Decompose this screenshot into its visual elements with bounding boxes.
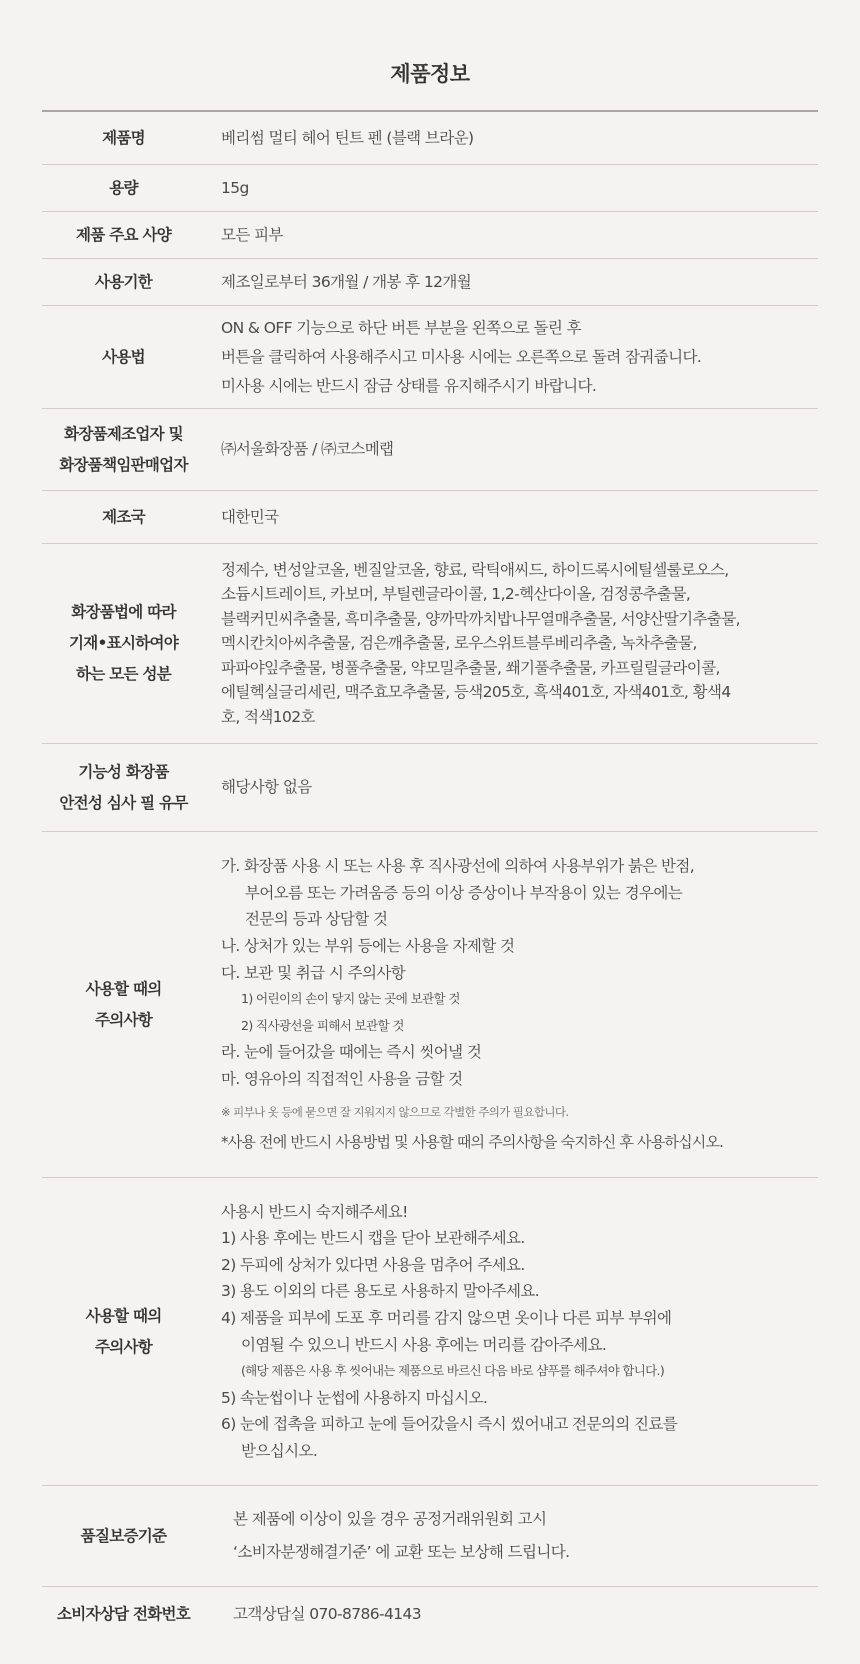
label-maker [42,409,205,490]
row-caution-1 [42,832,818,1178]
label-quality: 품질보증기준 [80,1526,167,1545]
expiry-text: 제조일로부터 36개월 / 개봉 후 12개월 [221,272,472,291]
caution2-line: (해당 제품은 사용 후 씻어내는 제품으로 바르신 다음 바로 샴푸를 해주셔야 합니다.) [241,1363,665,1379]
usage-line: 버튼을 클릭하여 사용해주시고 미사용 시에는 오른쪽으로 돌려 잠궈줍니다. [221,347,702,366]
page-title: 제품정보 [390,62,470,86]
row-caution-2 [42,1178,818,1486]
product-info-table [42,110,818,1641]
label-functional-line: 안전성 심사 필 유무 [59,793,188,812]
label-caution-line: 주의사항 [94,1337,153,1356]
caution2-line: 6) 눈에 접촉을 피하고 눈에 들어갔을시 즉시 씼어내고 전문의의 진료를 [221,1415,678,1434]
value-expiry [205,259,818,305]
row-consumer [42,1587,818,1641]
label-caution-2 [42,1178,205,1485]
value-spec [205,212,818,258]
ingredients-line: 멕시칸치아씨추출물, 검은깨추출물, 로우스위트블루베리추출, 녹차추출물, [221,634,697,653]
label-maker-line: 화장품책임판매업자 [59,455,188,474]
caution2-line: 1) 사용 후에는 반드시 캡을 닫아 보관해주세요. [221,1229,525,1248]
spec-text: 모든 피부 [221,225,283,244]
ingredients-line: 정제수, 변성알코올, 벤질알코올, 향료, 락틱애씨드, 하이드록시에틸셀룰로오스, [221,560,729,579]
row-maker [42,409,818,491]
label-product-name: 제품명 [102,128,145,147]
value-capacity [205,165,818,211]
quality-line: ‘소비자분쟁해결기준’ 에 교환 또는 보상해 드립니다. [233,1543,570,1561]
usage-line: 미사용 시에는 반드시 잠금 상태를 유지해주시기 바랍니다. [221,376,597,395]
caution-line: 1) 어린이의 손이 닿지 않는 곳에 보관할 것 [241,991,460,1007]
label-caution-line: 사용할 때의 [85,979,162,998]
row-ingredients [42,544,818,744]
caution-line: 라. 눈에 들어갔을 때에는 즉시 씻어낼 것 [221,1043,482,1062]
value-functional [205,744,818,831]
caution2-line: 4) 제품을 피부에 도포 후 머리를 감지 않으면 옷이나 다른 피부 부위에 [221,1308,672,1327]
row-expiry [42,259,818,306]
row-spec [42,212,818,259]
row-capacity [42,165,818,212]
value-usage [205,306,818,408]
label-ingredients [42,544,205,743]
functional-text: 해당사항 없음 [221,778,312,796]
product-name-text: 베리썸 멀티 헤어 틴트 펜 (블랙 브라운) [221,128,474,147]
caution-line: 부어오름 또는 가려움증 등의 이상 증상이나 부작용이 있는 경우에는 [245,883,683,902]
ingredients-line: 소듐시트레이트, 카보머, 부틸렌글라이콜, 1,2-헥산다이올, 검정콩추출물, [221,585,691,604]
caution2-line: 사용시 반드시 숙지해주세요! [221,1202,408,1221]
value-caution-2 [205,1178,818,1485]
caution2-line: 2) 두피에 상처가 있다면 사용을 멈추어 주세요. [221,1255,525,1274]
usage-line: ON & OFF 기능으로 하단 버튼 부분을 왼쪽으로 돌린 후 [221,318,581,337]
ingredients-line: 파파야잎추출물, 병풀추출물, 약모밀추출물, 쐐기풀추출물, 카프릴릴글라이콜, [221,658,720,677]
value-origin [205,491,818,543]
label-ingredients-line: 하는 모든 성분 [75,665,172,683]
maker-text: ㈜서울화장품 / ㈜코스메랩 [221,440,394,458]
ingredients-line: 블랙커민씨추출물, 흑미추출물, 양까막까치밥나무열매추출물, 서양산딸기추출물, [221,609,740,628]
caution2-line: 이염될 수 있으니 반드시 사용 후에는 머리를 감아주세요. [241,1335,607,1354]
caution-line: 2) 직사광선을 피해서 보관할 것 [241,1017,404,1033]
row-product-name [42,112,818,165]
caution-note: *사용 전에 반드시 사용방법 및 사용할 때의 주의사항을 숙지하신 후 사용하십시오. [221,1133,724,1152]
value-caution-1 [205,832,818,1177]
label-ingredients-line: 화장품법에 따라 [71,603,176,621]
label-origin: 제조국 [102,507,145,526]
value-consumer [205,1587,818,1641]
row-origin [42,491,818,544]
value-product-name [205,112,818,164]
label-caution-1 [42,832,205,1177]
row-usage [42,306,818,409]
label-functional [42,744,205,831]
value-maker [205,409,818,490]
value-ingredients [205,544,818,743]
row-quality [42,1486,818,1587]
caution2-line: 5) 속눈썹이나 눈썹에 사용하지 마십시오. [221,1388,488,1407]
consumer-text: 고객상담실 070-8786-4143 [233,1604,422,1623]
label-capacity: 용량 [109,178,138,197]
label-usage: 사용법 [102,347,145,366]
caution-line: 다. 보관 및 취급 시 주의사항 [221,963,406,982]
value-quality [205,1486,818,1586]
caution-line: 마. 영유아의 직접적인 사용을 금할 것 [221,1069,463,1088]
quality-line: 본 제품에 이상이 있을 경우 공정거래위원회 고시 [233,1509,547,1528]
label-functional-line: 기능성 화장품 [78,762,169,781]
caution2-line: 3) 용도 이외의 다른 용도로 사용하지 말아주세요. [221,1282,540,1301]
label-consumer: 소비자상담 전화번호 [56,1604,191,1623]
label-expiry: 사용기한 [94,272,153,291]
ingredients-line: 호, 적색102호 [221,707,315,726]
caution-line: 전문의 등과 상담할 것 [245,910,388,929]
caution-line: 나. 상처가 있는 부위 등에는 사용을 자제할 것 [221,937,515,956]
label-caution-line: 사용할 때의 [85,1306,162,1325]
label-spec: 제품 주요 사양 [75,225,172,244]
origin-text: 대한민국 [221,507,279,526]
caution-note-small: ※ 피부나 옷 등에 묻으면 잘 지워지지 않으므로 각별한 주의가 필요합니다. [221,1104,569,1119]
caution2-line: 받으십시오. [241,1441,318,1460]
ingredients-line: 에틸헥실글리세린, 맥주효모추출물, 등색205호, 흑색401호, 자색401호, 황색4 [221,683,731,702]
row-functional [42,744,818,832]
label-ingredients-line: 기재•표시하여야 [68,634,179,652]
label-caution-line: 주의사항 [94,1010,153,1029]
caution-line: 가. 화장품 사용 시 또는 사용 후 직사광선에 의하여 사용부위가 붉은 반점, [221,857,695,876]
capacity-text: 15g [221,178,249,197]
label-maker-line: 화장품제조업자 및 [64,424,183,443]
